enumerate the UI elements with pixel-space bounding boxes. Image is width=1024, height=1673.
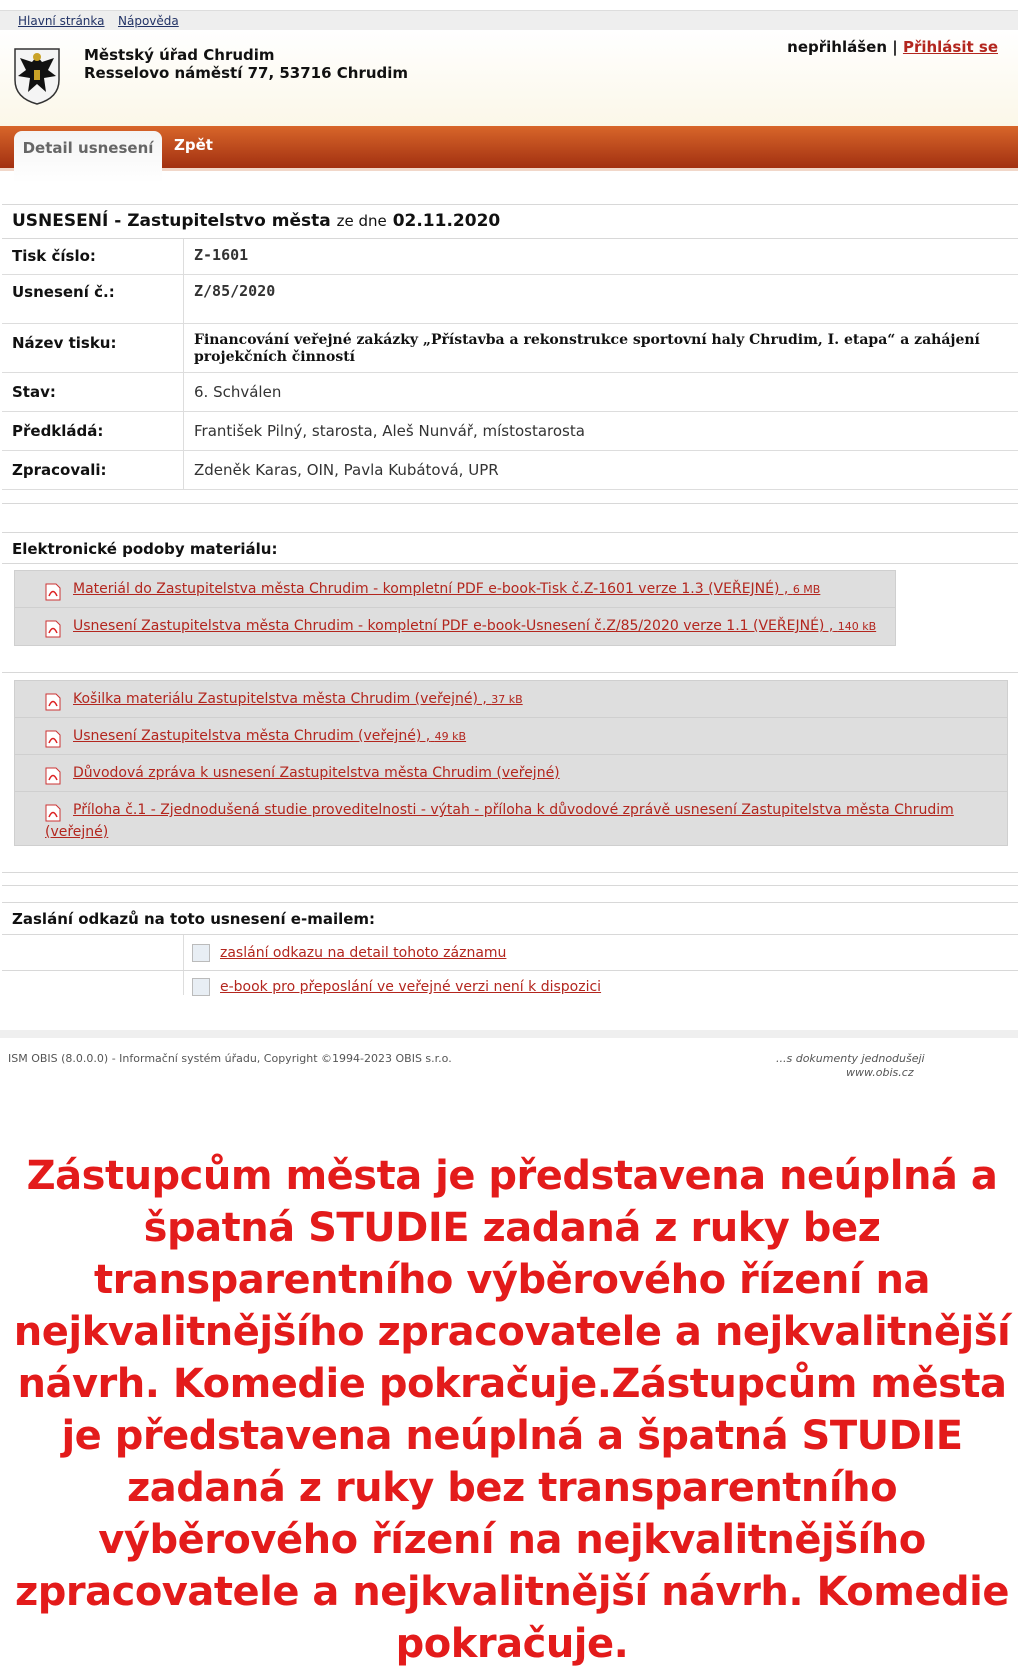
row-value: 6. Schválen <box>194 383 282 401</box>
title-date-prefix: ze dne <box>336 212 387 230</box>
back-button[interactable]: Zpět <box>174 136 213 154</box>
row-value: Z/85/2020 <box>194 282 276 300</box>
detail-row-nazev <box>2 324 1018 373</box>
divider <box>2 885 1018 886</box>
list-item <box>15 571 895 608</box>
overlay-message: Zástupcům města je představena neúplná a špatná STUDIE zadaná z ruky bez transparentního výběrového řízení na nejkvalitnějšího zpracovatele a nejkvalitnější návrh. Komedie pokračuje.Zástupcům města je představena neúplná a špatná STUDIE zadaná z ruky bez transparentního výběrového řízení na nejkvalitnějšího zpracovatele a nejkvalitnější návrh. Komedie pokračuje. <box>13 1153 1011 1667</box>
city-crest-icon <box>12 46 62 106</box>
title-main: USNESENÍ - Zastupitelstvo města <box>12 211 331 231</box>
help-link[interactable]: Nápověda <box>118 14 179 28</box>
detail-row-zpracovali <box>2 451 1018 490</box>
title-date: 02.11.2020 <box>392 211 501 231</box>
row-label: Tisk číslo: <box>12 247 96 265</box>
page-title <box>12 211 500 231</box>
row-label: Název tisku: <box>12 334 117 352</box>
header <box>0 30 1018 129</box>
materials-heading: Elektronické podoby materiálu: <box>12 540 278 558</box>
pdf-icon <box>45 730 61 748</box>
divider <box>2 563 1018 564</box>
divider <box>2 872 1018 873</box>
row-label: Usnesení č.: <box>12 283 115 301</box>
pdf-icon <box>45 767 61 785</box>
divider <box>2 970 1018 971</box>
image-placeholder-icon <box>192 944 210 962</box>
pdf-icon <box>45 693 61 711</box>
row-label: Předkládá: <box>12 422 104 440</box>
send-detail-link[interactable]: zaslání odkazu na detail tohoto záznamu <box>220 945 507 961</box>
ebook-link[interactable]: e-book pro přeposlání ve veřejné verzi není k dispozici <box>220 979 602 995</box>
material-link[interactable]: Usnesení Zastupitelstva města Chrudim - kompletní PDF e-book-Usnesení č.Z/85/2020 verze 1.1 (VEŘEJNÉ) , 140 kB <box>73 618 877 634</box>
list-item <box>15 718 1007 755</box>
org-name: Městský úřad Chrudim <box>84 46 275 64</box>
divider <box>2 672 1018 673</box>
list-item <box>15 755 1007 792</box>
list-item <box>15 681 1007 718</box>
detail-row-tisk <box>2 239 1018 275</box>
row-value: Z-1601 <box>194 246 249 264</box>
material-link[interactable]: Důvodová zpráva k usnesení Zastupitelstva města Chrudim (veřejné) <box>73 765 560 781</box>
row-value: Zdeněk Karas, OIN, Pavla Kubátová, UPR <box>194 461 499 479</box>
pdf-icon <box>45 620 61 638</box>
detail-row-stav <box>2 373 1018 412</box>
home-link[interactable]: Hlavní stránka <box>18 14 105 28</box>
detail-row-usneseni <box>2 275 1018 324</box>
divider <box>2 532 1018 533</box>
login-link[interactable]: Přihlásit se <box>902 38 998 56</box>
footer-slogan: ...s dokumenty jednodušeji <box>776 1052 925 1065</box>
material-link[interactable]: Košilka materiálu Zastupitelstva města Chrudim (veřejné) , 37 kB <box>73 691 523 707</box>
material-link[interactable]: Usnesení Zastupitelstva města Chrudim (veřejné) , 49 kB <box>73 728 467 744</box>
row-value: František Pilný, starosta, Aleš Nunvář, místostarosta <box>194 422 585 440</box>
row-label: Stav: <box>12 383 56 401</box>
tab-detail[interactable]: Detail usnesení <box>14 131 162 183</box>
divider <box>2 934 1018 935</box>
footer-copyright: ISM OBIS (8.0.0.0) - Informační systém úřadu, Copyright ©1994-2023 OBIS s.r.o. <box>8 1052 452 1065</box>
divider <box>2 204 1018 205</box>
materials-group-main <box>14 570 896 646</box>
divider <box>2 902 1018 903</box>
org-address: Resselovo náměstí 77, 53716 Chrudim <box>84 64 409 82</box>
pdf-icon <box>45 583 61 601</box>
image-placeholder-icon <box>192 978 210 996</box>
email-link-detail <box>192 944 506 962</box>
login-box <box>787 38 998 56</box>
login-separator: | <box>892 38 898 56</box>
row-label: Zpracovali: <box>12 461 107 479</box>
email-heading: Zaslání odkazů na toto usnesení e-mailem: <box>12 910 376 928</box>
divider <box>2 503 1018 504</box>
footer-url: www.obis.cz <box>846 1066 914 1079</box>
row-value: Financování veřejné zakázky „Přístavba a rekonstrukce sportovní haly Chrudim, I. etapa“ a zahájení projekčních činností <box>194 332 980 365</box>
detail-row-predklada <box>2 412 1018 451</box>
material-link[interactable]: Příloha č.1 - Zjednodušená studie proveditelnosti - výtah - příloha k důvodové zprávě usnesení Zastupitelstva města Chrudim (veřejné) <box>45 802 954 840</box>
list-item <box>15 608 895 645</box>
top-nav <box>0 10 1018 31</box>
material-link[interactable]: Materiál do Zastupitelstva města Chrudim - kompletní PDF e-book-Tisk č.Z-1601 verze 1.3 (VEŘEJNÉ) , 6 MB <box>73 581 821 597</box>
login-status: nepřihlášen <box>787 38 887 56</box>
tab-bar <box>0 126 1018 171</box>
list-item <box>15 792 1007 845</box>
materials-group-attachments <box>14 680 1008 846</box>
email-link-ebook <box>192 978 601 994</box>
column-divider <box>183 935 184 995</box>
footer-bar <box>0 1030 1018 1038</box>
